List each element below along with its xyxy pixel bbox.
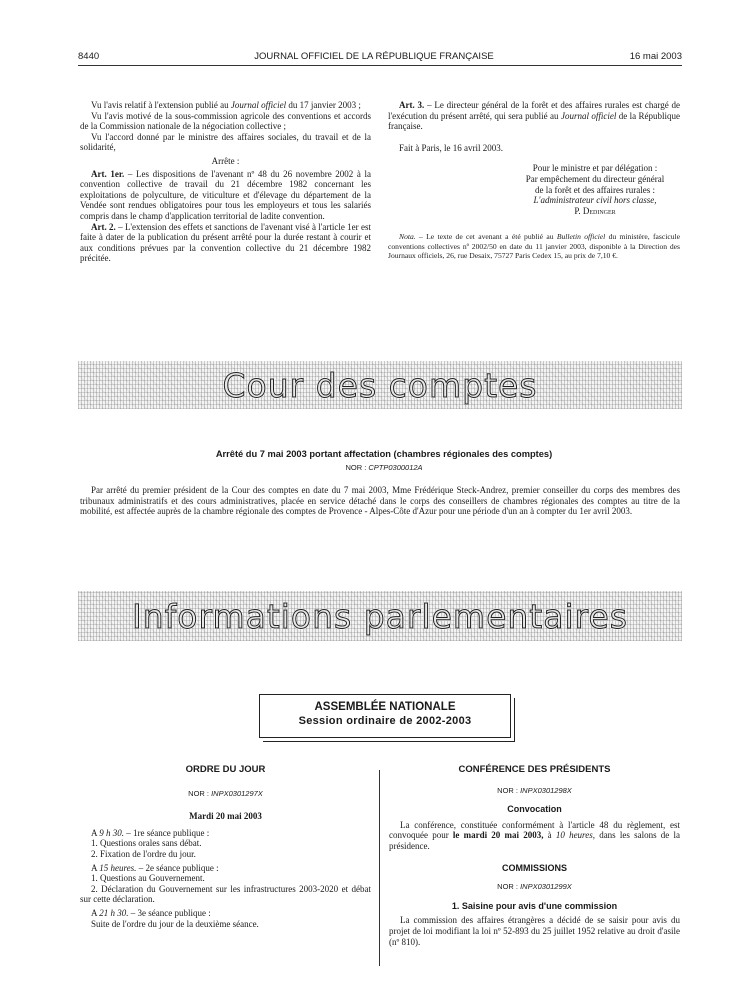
nota: Nota. – Le texte de cet avenant a été publié au Bulletin officiel du ministère, fascicule conventions collectives nº 2002/50 en date du 11 janvier 2003, disponible à la Direction des Journaux officiels, 26, rue Desaix, 75727 Paris Cedex 15, au prix de 7,10 €. (388, 232, 681, 260)
signature-block (510, 163, 680, 216)
banner-title: Cour des comptes (222, 365, 538, 405)
fait-a-paris: Fait à Paris, le 16 avril 2003. (399, 142, 503, 153)
arrete-title: Arrêté du 7 mai 2003 portant affectation (chambres régionales des comptes) (215, 449, 553, 459)
session-item: 1. Questions orales sans débat. (91, 838, 202, 849)
box-title: ASSEMBLÉE NATIONALE (314, 701, 456, 713)
session-item: Suite de l'ordre du jour de la deuxième séance. (91, 918, 259, 929)
cour-body (80, 485, 680, 517)
banner-title: Informations parlementaires (132, 596, 628, 636)
conference-column (389, 765, 680, 947)
column-divider (379, 770, 380, 966)
article-3: Art. 3. – Le directeur général de la forêt et des affaires rurales est chargé de l'exécution du présent arrêté, qui sera publié au Journal officiel de la République française. (388, 100, 681, 132)
box-subtitle: Session ordinaire de 2002-2003 (298, 715, 472, 727)
journal-title: JOURNAL OFFICIEL DE LA RÉPUBLIQUE FRANÇAISE (254, 51, 494, 62)
session-2: A 15 heures. – 2e séance publique : (91, 862, 219, 873)
session-1: A 9 h 30. – 1re séance publique : (91, 827, 210, 838)
informations-parlementaires-banner (78, 591, 682, 641)
signature-line: Par empêchement du directeur général (525, 173, 665, 184)
nor-reference: NOR : INPX0301297X (188, 788, 263, 798)
convocation-text: La conférence, constituée conformément à l'article 48 du règlement, est convoquée pour le mardi 20 mai 2003, à 10 heures, dans les salons de la présidence. (389, 819, 680, 851)
commissions-heading: COMMISSIONS (501, 862, 567, 873)
article-1: Art. 1er. – Les dispositions de l'avenant nº 48 du 26 novembre 2002 à la convention collective de travail du 21 décembre 1982 concernant les exploitations de polyculture, de viticulture et d'élevage du département de la Vendée sont rendues obligatoires pour tous les employeurs et tous les salariés compris dans le champ d'application territorial de ladite convention. (80, 168, 372, 221)
decree-right-column (388, 100, 680, 260)
signature-line: L'administrateur civil hors classe, (533, 195, 657, 206)
nor-reference: NOR : CPTP0300012A (345, 463, 423, 472)
nor-reference: NOR : INPX0301298X (497, 785, 572, 795)
issue-date: 16 mai 2003 (629, 51, 682, 62)
header-rule (78, 65, 682, 66)
article-2: Art. 2. – L'extension des effets et sanctions de l'avenant visé à l'article 1er est faite à dater de la publication du présent arrêté pour la durée restant à courir et aux conditions prévues par la convention collective du 21 décembre 1982 précitée. (80, 221, 371, 264)
assemblee-nationale-box (259, 694, 511, 738)
convocation-heading: Convocation (507, 804, 562, 815)
ordre-du-jour-heading: ORDRE DU JOUR (185, 764, 266, 775)
session-item: 2. Déclaration du Gouvernement sur les infrastructures 2003-2020 et débat sur cette déclaration. (80, 883, 371, 905)
cour-des-comptes-banner (78, 361, 682, 409)
saisine-text: La commission des affaires étrangères a décidé de se saisir pour avis du projet de loi modifiant la loi nº 52-893 du 25 juillet 1952 relative au droit d'asile (nº 810). (389, 915, 680, 947)
decree-left-column (80, 100, 371, 264)
conference-heading: CONFÉRENCE DES PRÉSIDENTS (458, 764, 611, 775)
vu-paragraph-2: Vu l'avis motivé de la sous-commission agricole des conventions et accords de la Commission nationale de la négociation collective ; (80, 110, 371, 132)
saisine-heading: 1. Saisine pour avis d'une commission (451, 900, 618, 911)
signature-line: Pour le ministre et par délégation : (532, 163, 658, 174)
session-item: 2. Fixation de l'ordre du jour. (91, 848, 196, 859)
vu-paragraph-1: Vu l'avis relatif à l'extension publié au Journal officiel du 17 janvier 2003 ; (91, 100, 361, 110)
signature-line: de la forêt et des affaires rurales : (534, 184, 656, 195)
nor-reference: NOR : INPX0301299X (497, 882, 572, 892)
ordre-du-jour-column (80, 765, 371, 929)
session-item: 1. Questions au Gouvernement. (91, 873, 205, 884)
session-day: Mardi 20 mai 2003 (189, 811, 262, 822)
cour-paragraph: Par arrêté du premier président de la Cour des comptes en date du 7 mai 2003, Mme Frédérique Steck-Andrez, premier conseiller du corps des membres des tribunaux administratifs et des cours administratives, placée en service détaché dans le corps des conseillers de chambres régionales des comptes au titre de la mobilité, est affectée auprès de la chambre régionale des comptes de Provence - Alpes-Côte d'Azur pour une période d'un an à compter du 1er avril 2003. (80, 485, 680, 517)
vu-paragraph-3: Vu l'accord donné par le ministre des affaires sociales, du travail et de la solidarité, (80, 131, 371, 153)
page-number: 8440 (78, 51, 100, 62)
arrete-label: Arrête : (211, 155, 240, 166)
session-3: A 21 h 30. – 3e séance publique : (91, 907, 211, 918)
signatory-name: P. Dedinger (574, 205, 616, 216)
